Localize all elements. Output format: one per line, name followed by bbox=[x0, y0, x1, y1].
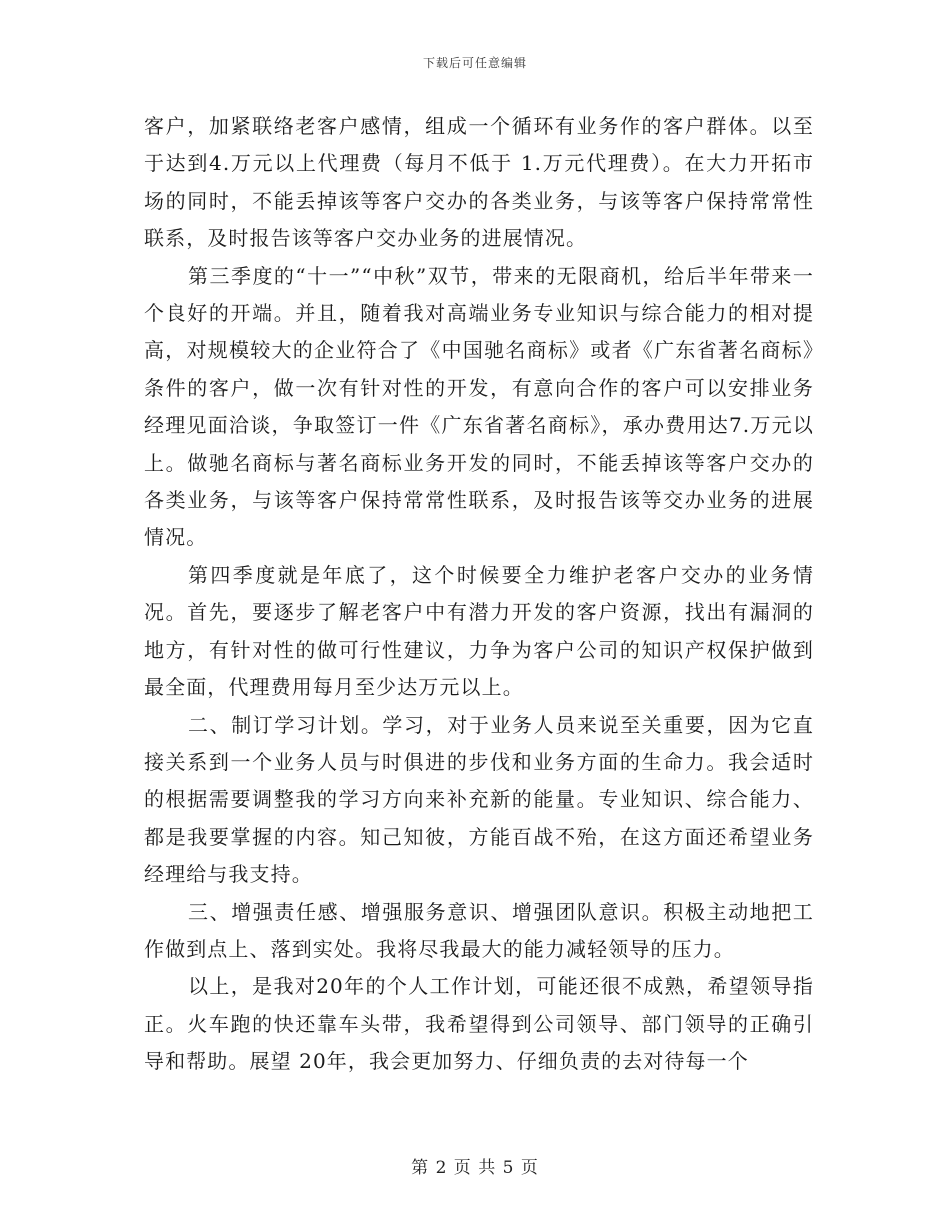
header-note: 下载后可任意编辑 bbox=[422, 56, 527, 70]
paragraph-study-plan: 二、制订学习计划。学习，对于业务人员来说至关重要，因为它直接关系到一个业务人员与时俱进的步伐和业务方面的生命力。我会适时的根据需要调整我的学习方向来补充新的能量。专业知识、综合能力、都是我要掌握的内容。知己知彼，方能百战不殆，在这方面还希望业务经理给与我支持。 bbox=[144, 712, 814, 887]
paragraph-continuation: 客户，加紧联络老客户感情，组成一个循环有业务作的客户群体。以至于达到4.万元以上代理费（每月不低于 1.万元代理费）。在大力开拓市场的同时，不能丢掉该等客户交办的各类业务，与该等客户保持常常性联系，及时报告该等客户交办业务的进展情况。 bbox=[144, 114, 814, 251]
paragraph-third-quarter: 第三季度的“十一”“中秋”双节，带来的无限商机，给后半年带来一个良好的开端。并且，随着我对高端业务专业知识与综合能力的相对提高，对规模较大的企业符合了《中国驰名商标》或者《广东省著名商标》条件的客户，做一次有针对性的开发，有意向合作的客户可以安排业务经理见面洽谈，争取签订一件《广东省著名商标》，承办费用达7.万元以上。做驰名商标与著名商标业务开发的同时，不能丢掉该等客户交办的各类业务，与该等客户保持常常性联系，及时报告该等交办业务的进展情况。 bbox=[144, 263, 814, 550]
page-number-footer bbox=[0, 1153, 950, 1178]
paragraph-fourth-quarter: 第四季度就是年底了，这个时候要全力维护老客户交办的业务情况。首先，要逐步了解老客户中有潜力开发的客户资源，找出有漏洞的地方，有针对性的做可行性建议，力争为客户公司的知识产权保护做到最全面，代理费用每月至少达万元以上。 bbox=[144, 562, 814, 700]
paragraph-conclusion: 以上，是我对20年的个人工作计划，可能还很不成熟，希望领导指正。火车跑的快还靠车头带，我希望得到公司领导、部门领导的正确引导和帮助。展望 20年，我会更加努力、仔细负责的去对待每一个 bbox=[144, 974, 814, 1074]
paragraph-responsibility: 三、增强责任感、增强服务意识、增强团队意识。积极主动地把工作做到点上、落到实处。我将尽我最大的能力减轻领导的压力。 bbox=[144, 899, 814, 961]
page-number-text: 第 2 页 共 5 页 bbox=[411, 1158, 539, 1178]
document-body bbox=[144, 108, 814, 1081]
